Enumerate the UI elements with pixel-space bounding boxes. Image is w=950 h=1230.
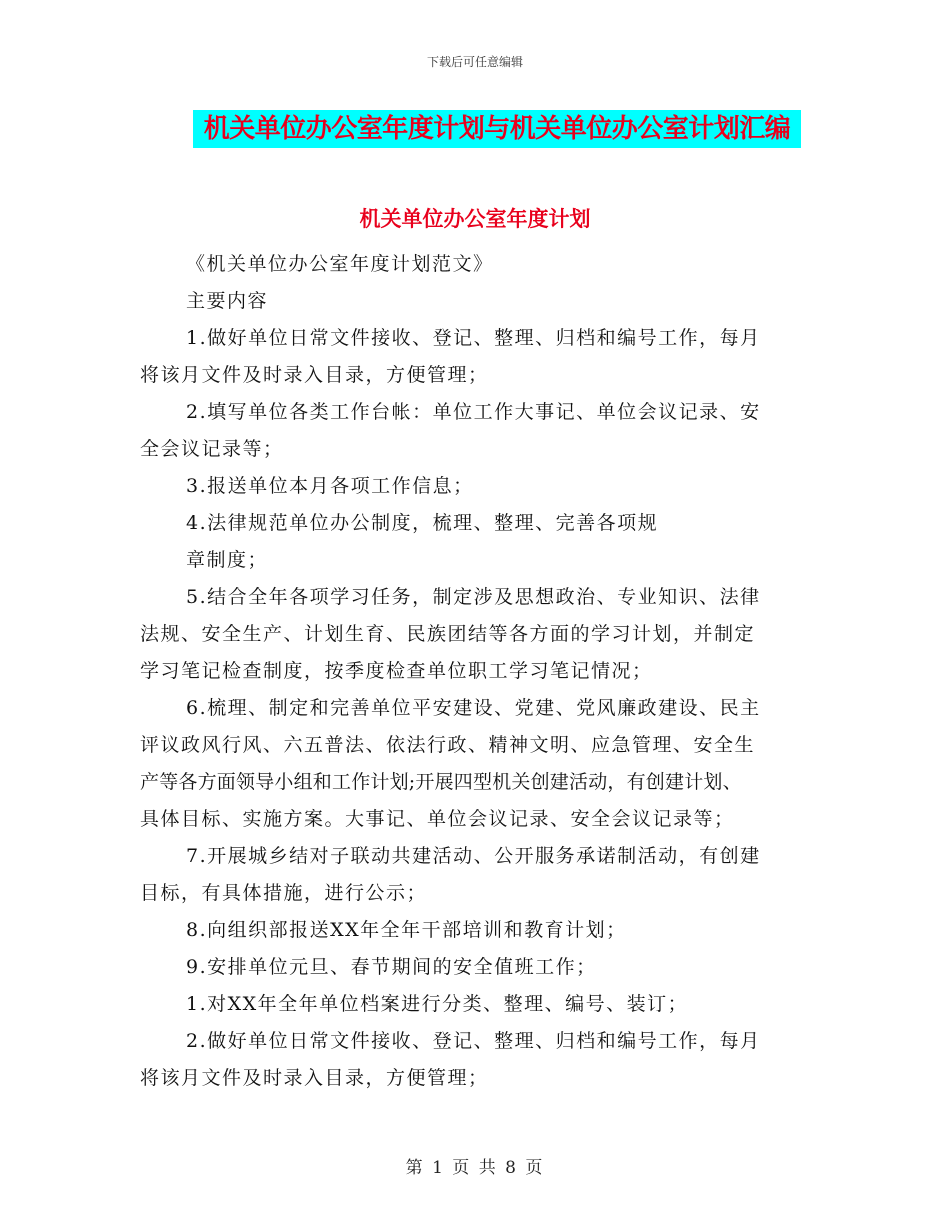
body-line: 《机关单位办公室年度计划范文》 — [186, 253, 494, 275]
section-title: 机关单位办公室年度计划 — [359, 207, 591, 231]
body-line: 4.法律规范单位办公制度，梳理、整理、完善各项规 — [186, 512, 659, 534]
body-line: 2.做好单位日常文件接收、登记、整理、归档和编号工作，每月 — [186, 1030, 761, 1052]
body-line: 5.结合全年各项学习任务，制定涉及思想政治、专业知识、法律 — [186, 586, 761, 608]
body-line: 法规、安全生产、计划生育、民族团结等各方面的学习计划，并制定 — [140, 623, 756, 645]
body-line: 产等各方面领导小组和工作计划;开展四型机关创建活动，有创建计划、 — [140, 771, 742, 793]
body-line: 具体目标、实施方案。大事记、单位会议记录、安全会议记录等； — [140, 808, 735, 830]
body-line: 3.报送单位本月各项工作信息； — [186, 475, 474, 497]
body-line: 目标，有具体措施，进行公示； — [140, 882, 428, 904]
body-line: 将该月文件及时录入目录，方便管理； — [140, 1067, 489, 1089]
page-header: 下载后可任意编辑 — [426, 55, 523, 69]
body-line: 2.填写单位各类工作台帐：单位工作大事记、单位会议记录、安 — [186, 401, 761, 423]
body-line: 1.做好单位日常文件接收、登记、整理、归档和编号工作，每月 — [186, 327, 761, 349]
body-line: 评议政风行风、六五普法、依法行政、精神文明、应急管理、安全生 — [140, 734, 756, 756]
body-line: 章制度； — [186, 549, 269, 571]
page-footer: 第 1 页 共 8 页 — [405, 1158, 545, 1178]
body-line: 9.安排单位元旦、春节期间的安全值班工作； — [186, 956, 597, 978]
body-line: 全会议记录等； — [140, 438, 284, 460]
body-line: 将该月文件及时录入目录，方便管理； — [140, 364, 489, 386]
body-line: 主要内容 — [186, 290, 269, 312]
body-line: 1.对XX年全年单位档案进行分类、整理、编号、装订； — [186, 993, 689, 1015]
body-line: 7.开展城乡结对子联动共建活动、公开服务承诺制活动，有创建 — [186, 845, 761, 867]
body-line: 6.梳理、制定和完善单位平安建设、党建、党风廉政建设、民主 — [186, 697, 761, 719]
body-line: 学习笔记检查制度，按季度检查单位职工学习笔记情况； — [140, 660, 653, 682]
document-title: 机关单位办公室年度计划与机关单位办公室计划汇编 — [193, 110, 801, 148]
body-line: 8.向组织部报送XX年全年干部培训和教育计划； — [186, 919, 627, 941]
